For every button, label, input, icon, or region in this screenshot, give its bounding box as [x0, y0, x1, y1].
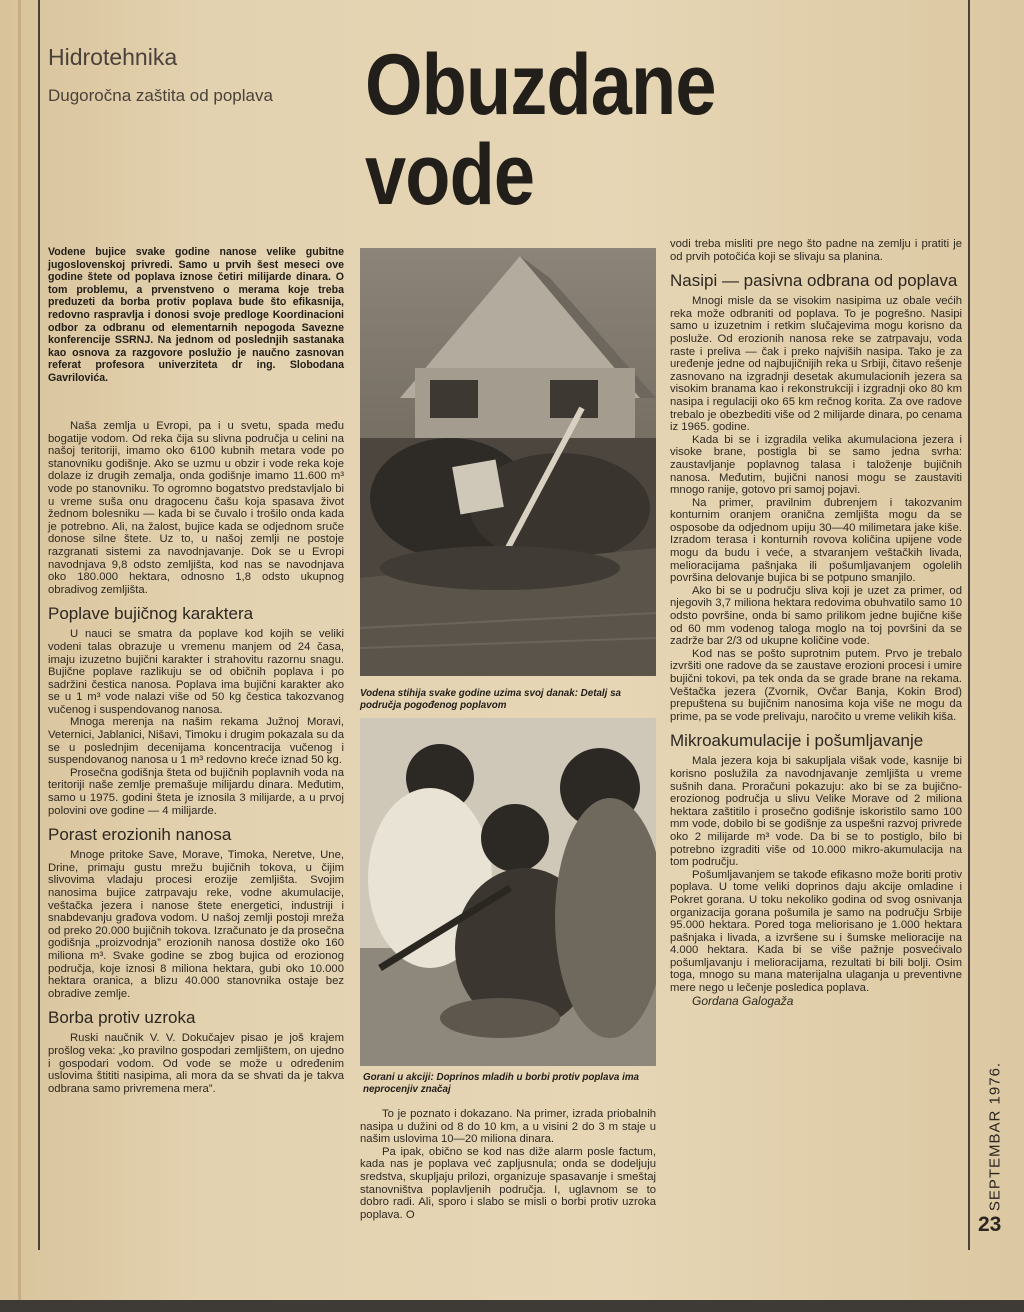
- issue-date: [980, 1060, 1004, 1220]
- col1-paragraph: Mnoga merenja na našim rekama Južnoj Moravi, Veternici, Jablanici, Nišavi, Timoku i drugim pokazala su da se u poslednjim decenijama koncentracija vučenog i suspendovanog nanosa u 1 m³ redovno kreće iznad 50 kg.: [48, 716, 344, 767]
- col3-paragraph: Kada bi se i izgradila velika akumulaciona jezera i visoke brane, postigla bi se samo jedna svrha: zaustavljanje poplavnog talasa i taloženje bujičnih nanosa. Međutim, bujični nanosi mogu se zaustaviti mnogo ranije, gotovo pri samoj pojavi.: [670, 433, 962, 497]
- photo-caption-2: Gorani u akciji: Doprinos mladih u borbi protiv poplava ima neprocenjiv značaj: [363, 1072, 639, 1095]
- lead-paragraph: Vodene bujice svake godine nanose velike gubitne jugoslovenskoj privredi. Samo u prvih šest meseci ove godine štete od poplava iznose četiri milijarde dinara. O tom problemu, a prvenstveno o merama koje treba preduzeti da borba protiv poplava bude što efikasnija, redovno raspravlja i donosi svoje predloge Koordinacioni odbor za odbranu od elementarnih nepogoda Savezne konferencije SSRNJ. Na jednom od poslednjih sastanaka kao osnova za razgovore poslužio je naučno zasnovan referat profesora univerziteta dr ing. Slobodana Gavrilovića.: [48, 246, 344, 384]
- col1-paragraph: Mnoge pritoke Save, Morave, Timoka, Neretve, Une, Drine, primaju gustu mrežu bujičnih tokova, u čijim slivovima vladaju procesi erozije zemljišta. Svojim nanosima bujice zatrpavaju reke, vodne akumulacije, veštačka jezera i nanose štete energetici, industriji i snabdevanju građova vodom. U našoj zemlji postoji mreža od preko 20.000 bujičnih tokova. Izračunato je da prosečna godišnja „proizvodnja” erozionih nanosa dostiže oko 160 miliona m³. Svake godine se zbog bujica od erozionog područja, koje iznosi 8 miliona hektara, gubi oko 10.000 hektara oranica, a blizu 40.000 stanovnika ostaje bez obradive zemlje.: [48, 849, 344, 1000]
- subheading-porast: Porast erozionih nanosa: [48, 825, 232, 845]
- right-column-rule: [968, 0, 970, 1250]
- col1-paragraph: U nauci se smatra da poplave kod kojih se veliki vodeni talas obrazuje u vremenu manjem od 24 časa, imaju izuzetno bujični karakter i strahovitu razornu snagu. Bujične poplave razlikuju se od običnih poplava i po sadržini čestica nanosa. Poplava ima bujični karakter ako se u 1 m³ vode nalazi više od 50 kg čestica takozvanog vučenog i suspendovanog nanosa.: [48, 628, 344, 716]
- gorani-photo-image: [360, 718, 656, 1066]
- gorani-photo: [360, 718, 656, 1066]
- col2-paragraph: To je poznato i dokazano. Na primer, izrada priobalnih nasipa u dužini od 8 do 10 km, a u visini 2 do 3 m staje u našim uslovima 10—20 miliona dinara.: [360, 1108, 656, 1146]
- page-title: [365, 37, 743, 223]
- subheading-borba: Borba protiv uzroka: [48, 1008, 196, 1028]
- col1-paragraph: Prosečna godišnja šteta od bujičnih poplavnih voda na teritoriji naše zemlje premašuje milijardu dinara. Međutim, samo u 1975. godini šteta je iznosila 3 milijarde, a u prvoj polovini ove godine — 4 milijarde.: [48, 766, 344, 817]
- subheading-nasipi: Nasipi — pasivna odbrana od poplava: [670, 271, 958, 291]
- title-line-2: vode: [365, 127, 535, 223]
- photo-caption-1: Vodena stihija svake godine uzima svoj danak: Detalj sa područja pogođenog poplavom: [360, 688, 621, 711]
- section-kicker: Hidrotehnika: [48, 44, 178, 70]
- col1-paragraph: Ruski naučnik V. V. Dokučajev pisao je još krajem prošlog veka: „ko pravilno gospodari zemljištem, on ujedno i gospodari vodom. Od vode se može u određenim uslovima štititi nasipima, ali mora da se shvati da je takva odbrana samo privremena mera”.: [48, 1032, 344, 1095]
- subheading-poplave: Poplave bujičnog karaktera: [48, 604, 254, 624]
- flood-photo: [360, 248, 656, 676]
- title-line-1: Obuzdane: [365, 37, 716, 133]
- col3-paragraph: Mala jezera koja bi sakupljala višak vode, kasnije bi korisno poslužila za navodnjavanje zemljišta u vreme sušnih dana. Proračuni pokazuju: ako bi se za bujično-erozionog područja u slivu Velike Morave od 2 miliona hektara zaštitilo i prosečno godišnje iskoristilo samo 100 mm vode, dobilo bi se godišnje za uspešni razvoj privrede oko 2 milijarde m³ vode. Da bi se to postiglo, bilo bi potrebno izgraditi više od 10.000 mikro-akumulacija na tom području.: [670, 755, 962, 869]
- column-1: [48, 420, 344, 1095]
- col3-paragraph: Kod nas se pošto suprotnim putem. Prvo je trebalo izvršiti one radove da se zaustave erozioni procesi i umire bujični tokovi, pa tek onda da se grade brane na rekama. Veštačka jezera (Zvornik, Ovčar Banja, Kokin Brod) prepuštena su bujičnim nanosima koja više ne mogu da prime, pa se vode prelivaju, naročito u vreme velikih kiša.: [670, 647, 962, 723]
- col3-paragraph: Pošumljavanjem se takođe efikasno može boriti protiv poplava. U tome veliki doprinos daju akcije omladine i Pokret gorana. U toku nekoliko godina od svog osnivanja organizacija gorana pošumila je samo na području Srbije 95.000 hektara. Pored toga meliorisano je 1.000 hektara pašnjaka i livada, a izvršene su i šumske melioracije na 4.000 hektara. Kada bi se više pažnje posvećivalo pošumljavanju i melioracijama, rezultati bi bili bolji. Osim toga, mnogo su mana materijalna ulaganja u preventivne mere nego u lečenje posledica poplava.: [670, 868, 962, 995]
- scan-bottom-edge: [0, 1300, 1024, 1312]
- col3-paragraph: Ako bi se u području sliva koji je uzet za primer, od njegovih 3,7 miliona hektara redovima obuhvatilo samo 10 odsto površine, onda bi samo prilikom jedne bujične kiše od 60 mm vodenog taloga moglo na toj površini da se zadrže bar 2/3 od ukupne količine vode.: [670, 584, 962, 648]
- author-byline: Gordana Galogaža: [692, 993, 794, 1008]
- col2-paragraph: Pa ipak, obično se kod nas diže alarm posle factum, kada nas je poplava već zapljusnula; onda se dodeljuju sredstva, skupljaju prilozi, organizuje spasavanje i smeštaj stanovništva poplavljenih područja. I, uglavnom se to dobro radi. Ali, sporo i slabo se misli o borbi protiv uzroka poplava. O: [360, 1145, 656, 1221]
- column-2: [360, 1108, 656, 1221]
- col3-paragraph: vodi treba misliti pre nego što padne na zemlju i pratiti je od prvih potočića koji se slivaju sa planina.: [670, 238, 962, 263]
- flood-photo-image: [360, 248, 656, 676]
- left-column-rule: [38, 0, 40, 1250]
- col3-paragraph: Mnogi misle da se visokim nasipima uz obale većih reka može odbraniti od poplava. To je pogrešno. Nasipi samo u izuzetnim i retkim slučajevima mogu korisno da posluže. Od erozionih nanosa reke se zatrpavaju, voda raste i preliva — čak i preko najviših nasipa. Tako je za uređenje jedne od najbujičnijih reka u Srbiji, čitavo rešenje zasnovano na izgradnji desetak akumulacionih jezera sa visokim branama kao i rekonstrukciji i izgradnji oko 80 km nasipa i regulaciji oko 65 km rečnog korita. Za ove radove trebalo je obezbediti više od 2 milijarde dinara, po cenama iz 1965. godine.: [670, 295, 962, 434]
- page-number: 23: [978, 1213, 1002, 1236]
- col1-paragraph: Naša zemlja u Evropi, pa i u svetu, spada među bogatije vodom. Od reka čija su slivna područja u celini na našoj teritoriji, imamo oko 6100 kubnih metara vode po stanovniku godišnje. Ako se uzmu u obzir i vode reka koje dolaze iz drugih zemalja, onda godišnje imamo 11.600 m³ vode po stanovniku. To ogromno bogatstvo predstavljalo bi u vreme suša onu dragocenu čašu koja spasava život žednom bolesniku — kada bi se čuvalo i trošilo onda kada je potrebno. Ali, na žalost, bujice kada se odjednom sruče donose silne štete. Uz to, u našoj zemlji ne postoje razgranati sistemi za navodnjavanje. Dok se u Evropi navodnjava 9,8 odsto zemljišta, kod nas se navodnjava oko 180.000 hektara, odnosno 1,8 odsto ukupnog obradivog zemljišta.: [48, 420, 344, 596]
- section-subkicker: Dugoročna zaštita od poplava: [48, 86, 273, 105]
- page-fold-shadow: [18, 0, 21, 1312]
- col3-paragraph: Na primer, pravilnim đubrenjem i takozvanim konturnim oranjem oranična zemljišta mogu da se osposobe da odjednom upiju 30—40 milimetara jake kiše. Izradom terasa i konturnih rovova količina upijene vode mogu da budu i veće, a stvaranjem veštačkih livada, melioracijama pašnjaka ili pošumljavanjem ogolelih površina delovanje bujica bi se potpuno smanjilo.: [670, 496, 962, 585]
- subheading-mikro: Mikroakumulacije i pošumljavanje: [670, 731, 924, 751]
- column-3: [670, 238, 962, 1007]
- issue-date-text: SEPTEMBAR 1976.: [986, 1061, 1004, 1212]
